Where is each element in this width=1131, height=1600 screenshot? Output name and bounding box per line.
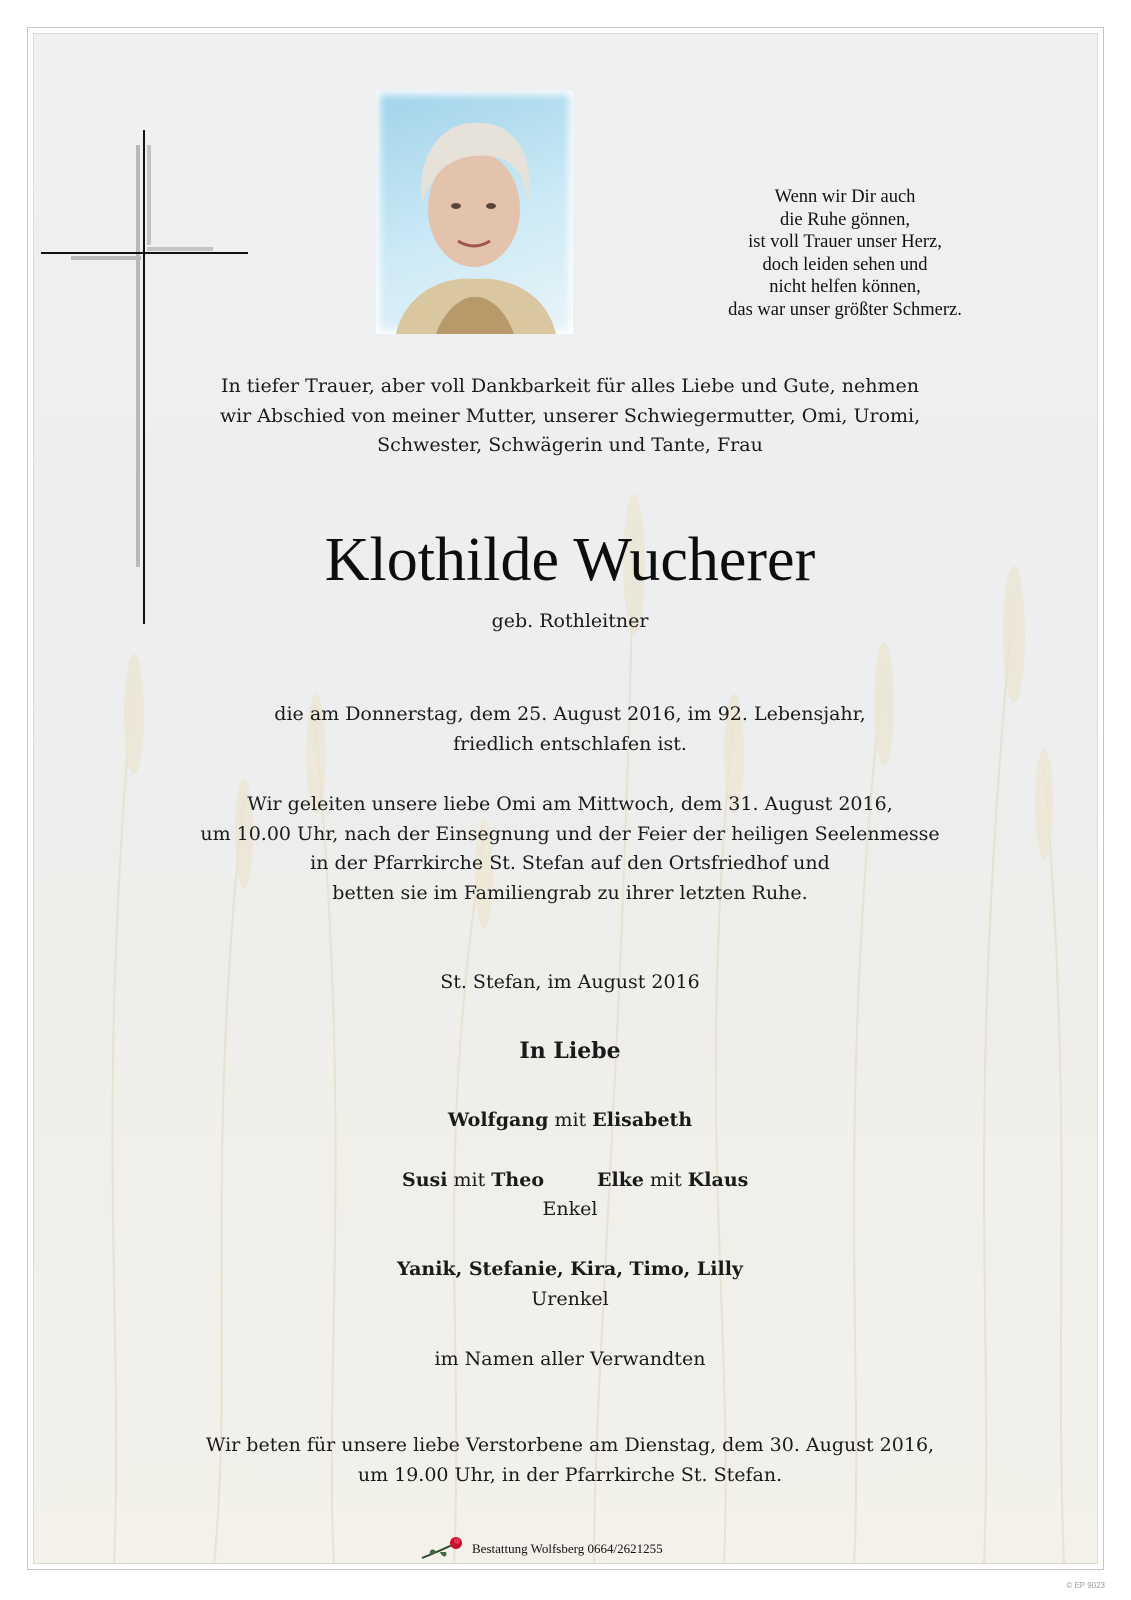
poem-line: nicht helfen können, (769, 277, 921, 297)
maiden-name: geb. Rothleitner (491, 610, 649, 632)
funeral-line: betten sie im Familiengrab zu ihrer letzten Ruhe. (332, 881, 808, 904)
funeral-line: Wir geleiten unsere liebe Omi am Mittwoch, dem 31. August 2016, (247, 793, 893, 815)
memorial-poem (700, 186, 990, 321)
death-notice-line: die am Donnerstag, dem 25. August 2016, im 92. Lebensjahr, (274, 703, 866, 725)
poem-line: Wenn wir Dir auch (774, 187, 916, 207)
prayer-line: Wir beten für unsere liebe Verstorbene am Dienstag, dem 30. August 2016, (205, 1434, 935, 1456)
funeral-line: um 10.00 Uhr, nach der Einsegnung und der Feier der heiligen Seelenmesse (200, 822, 940, 845)
rose-icon (420, 1536, 464, 1562)
intro-paragraph (120, 372, 1020, 461)
mourner-name: Theo (491, 1169, 544, 1191)
poem-line: doch leiden sehen und (762, 254, 928, 275)
death-notice-paragraph (120, 700, 1020, 759)
poem-line: die Ruhe gönnen, (780, 209, 910, 230)
mourner-connector: mit (453, 1169, 486, 1191)
mourner-name: Elisabeth (592, 1109, 693, 1131)
grandchildren-label: Enkel (542, 1198, 598, 1220)
portrait-photo (376, 91, 573, 334)
mourner-line-grandchildren (120, 1166, 1020, 1194)
cross-horizontal-bar (41, 252, 248, 254)
cross-shadow-vertical-top (147, 145, 151, 245)
cross-shadow-vertical (136, 145, 140, 567)
deceased-name: Klothilde Wucherer (324, 526, 816, 594)
all-relatives-line: im Namen aller Verwandten (434, 1348, 706, 1370)
mourner-pair (402, 1166, 544, 1194)
in-liebe-heading: In Liebe (519, 1038, 621, 1064)
copyright-mark: © EP 9023 (1066, 1581, 1105, 1590)
cross-shadow-horizontal-right (147, 247, 213, 251)
prayer-paragraph (120, 1431, 1020, 1490)
prayer-line: um 19.00 Uhr, in der Pfarrkirche St. Stefan. (357, 1463, 783, 1486)
place-and-date: St. Stefan, im August 2016 (440, 971, 700, 993)
intro-line: Schwester, Schwägerin und Tante, Frau (377, 434, 763, 456)
mourner-name: Klaus (687, 1169, 749, 1191)
mourner-name: Elke (597, 1169, 644, 1191)
cross-shadow-horizontal-left (71, 256, 141, 260)
great-grandchildren-label: Urenkel (531, 1288, 609, 1310)
undertaker-contact: Bestattung Wolfsberg 0664/2621255 (472, 1541, 663, 1556)
undertaker-footer (420, 1537, 740, 1561)
funeral-paragraph (120, 790, 1020, 908)
intro-line: In tiefer Trauer, aber voll Dankbarkeit für alles Liebe und Gute, nehmen (221, 375, 919, 397)
mourner-line-great-grandchildren (120, 1255, 1020, 1283)
death-notice-line: friedlich entschlafen ist. (453, 732, 687, 755)
mourner-line-son (120, 1106, 1020, 1134)
funeral-line: in der Pfarrkirche St. Stefan auf den Ortsfriedhof und (310, 852, 830, 874)
mourner-names: Yanik, Stefanie, Kira, Timo, Lilly (397, 1258, 743, 1280)
intro-line: wir Abschied von meiner Mutter, unserer Schwiegermutter, Omi, Uromi, (219, 404, 921, 427)
mourner-name: Wolfgang (447, 1109, 549, 1131)
poem-line: das war unser größter Schmerz. (728, 299, 962, 320)
mourner-pair (597, 1166, 748, 1194)
mourner-connector: mit (554, 1109, 587, 1131)
mourner-name: Susi (402, 1169, 448, 1191)
portrait-figure (376, 91, 573, 334)
mourner-connector: mit (650, 1169, 682, 1191)
poem-line: ist voll Trauer unser Herz, (748, 232, 942, 252)
